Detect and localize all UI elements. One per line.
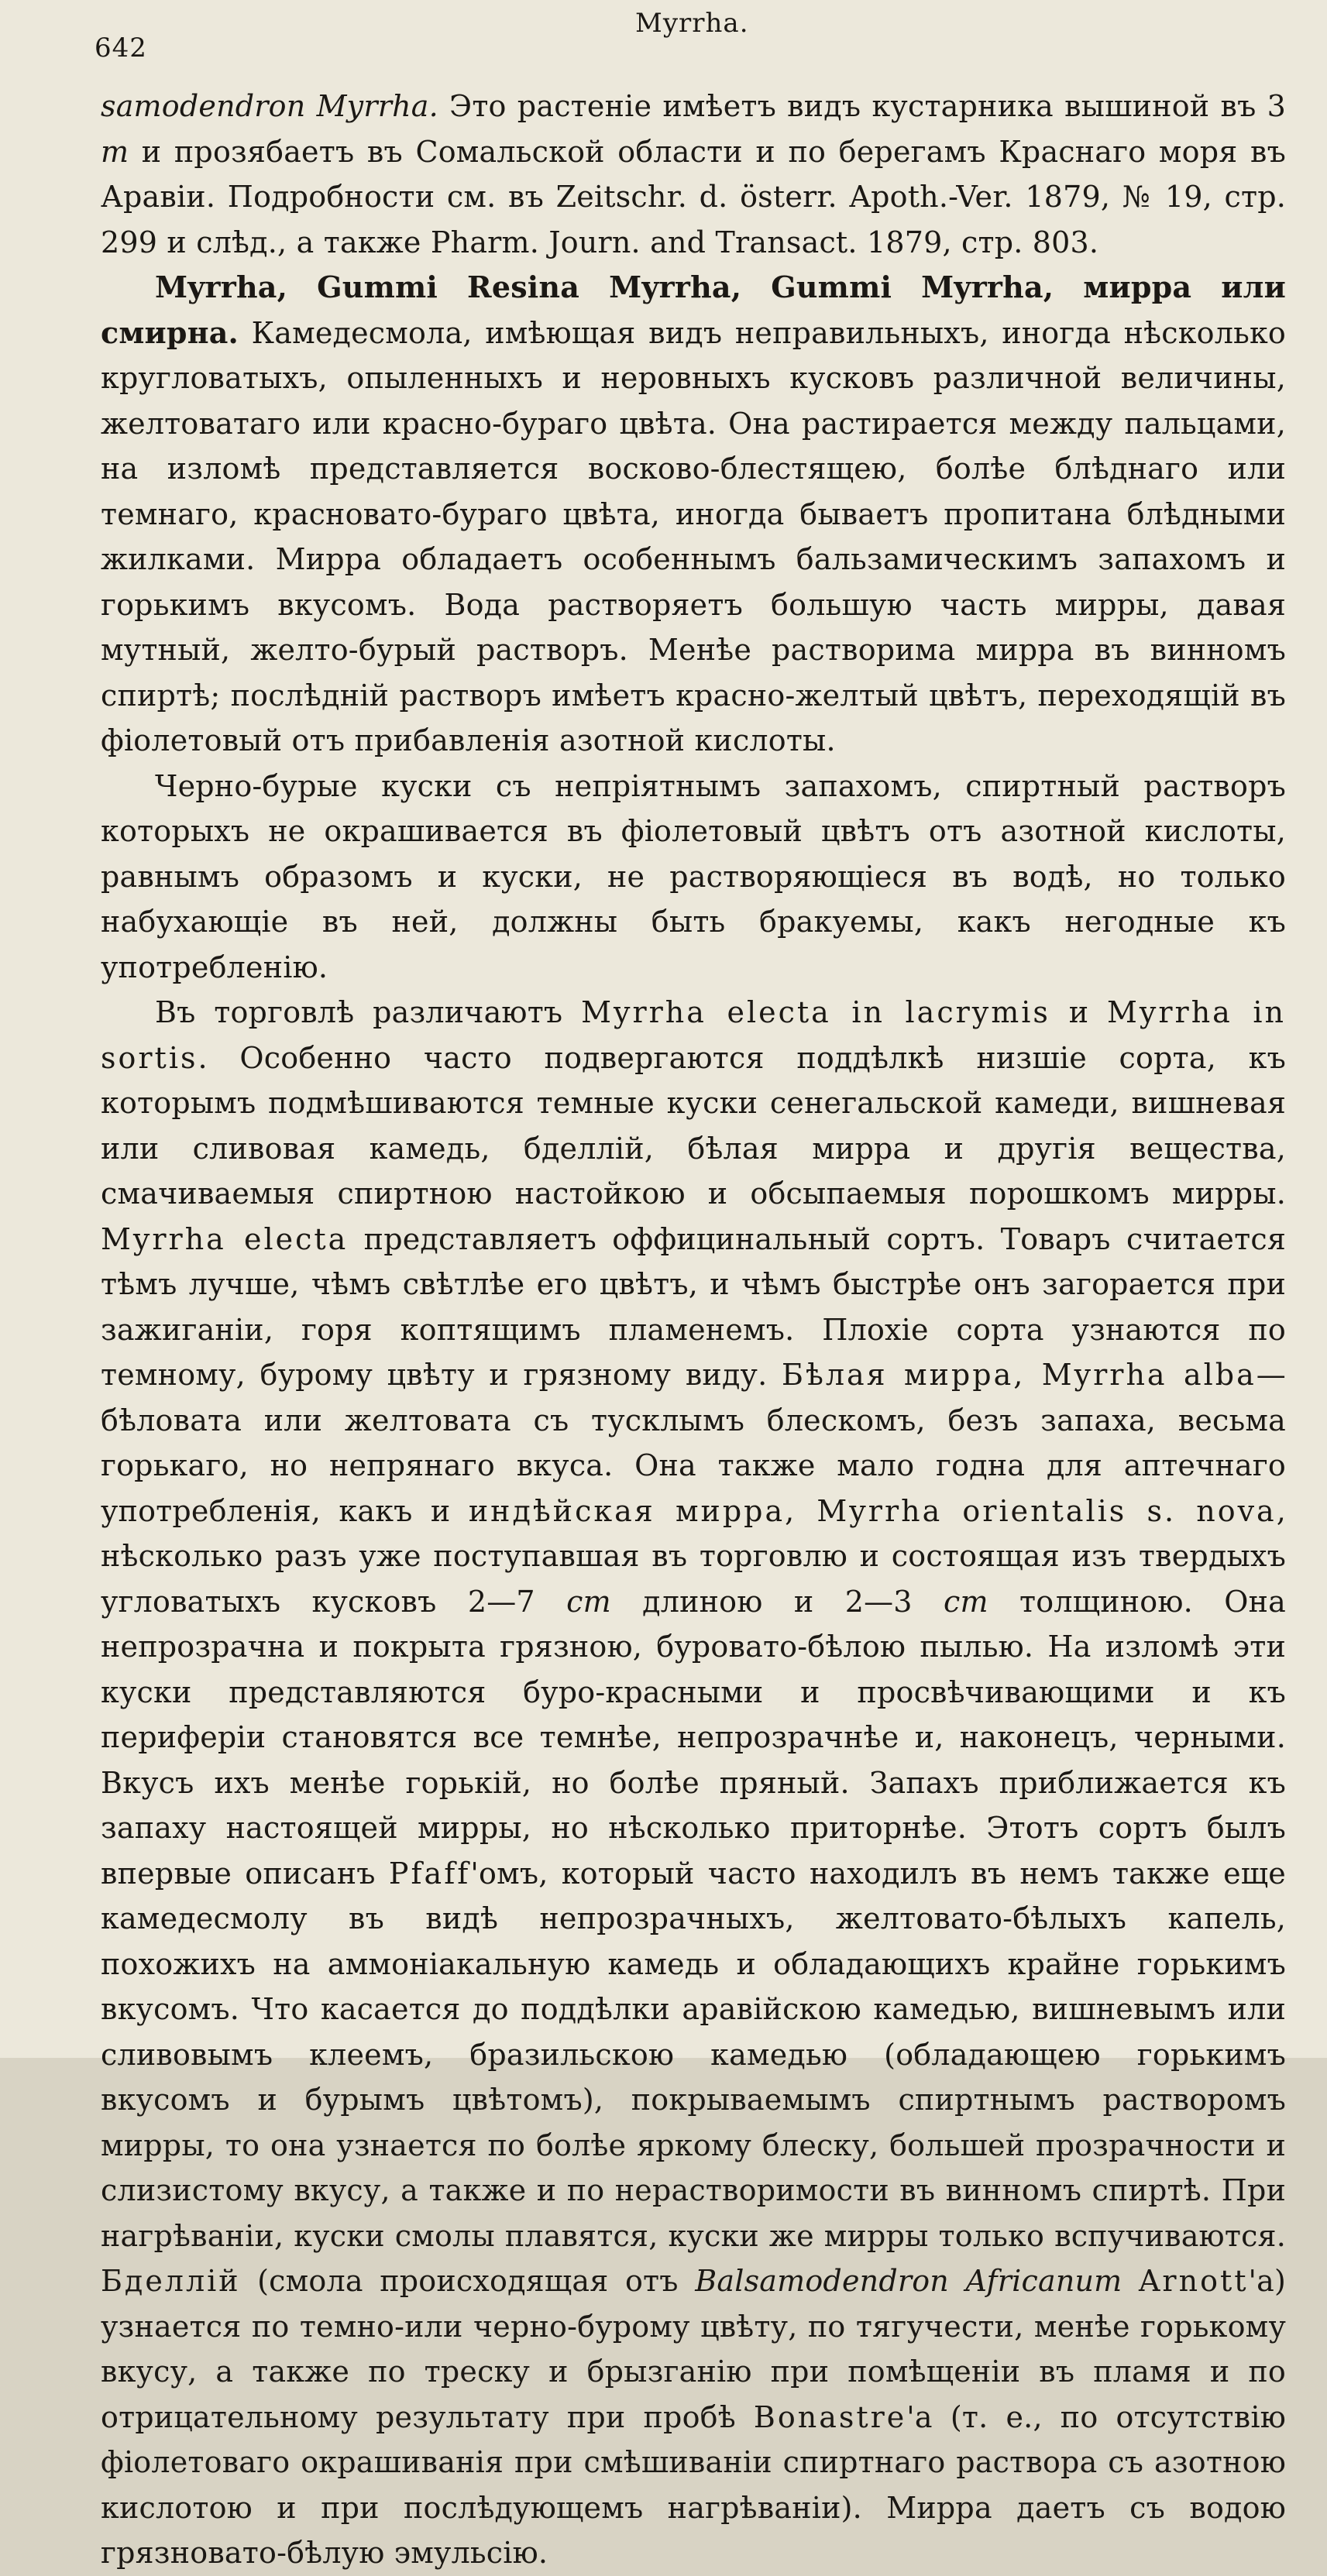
text-run: толщиною. Она непрозрачна и покрыта грязною, буровато-бѣлою пылью. На изломѣ эти куски представляются буро-красными и просвѣчивающими и къ периферіи становятся все темнѣе, непрозрачнѣе и, наконецъ, черными. Вкусъ ихъ менѣе горькій, но болѣе пряный. Запахъ приближается къ запаху настоящей мирры, но нѣсколько приторнѣе. Этотъ сортъ былъ впервые описанъ xyxy=(101,1584,1286,1891)
text-run: Въ торговлѣ различаютъ xyxy=(155,995,582,1029)
text-run: 'а) узнается по темно-или черно-бурому цвѣту, по тягучести, менѣе горькому вкусу, а также по треску и брызганію при помѣщеніи въ пламя и по отрицательному результату при пробѣ xyxy=(101,2264,1287,2434)
text-run: Это растеніе имѣетъ видъ кустарника вышиной въ 3 xyxy=(438,89,1286,123)
page-header xyxy=(0,0,1327,85)
article-body xyxy=(101,84,1286,2576)
text-run xyxy=(1122,2264,1139,2298)
sort-name: Бѣлая мирра, Myrrha alba xyxy=(782,1358,1257,1392)
paragraph-trade-sorts xyxy=(101,990,1286,2576)
text-run: , нѣсколько разъ уже поступавшая въ торговлю и состоящая изъ твердыхъ угловатыхъ кусковъ 2—7 xyxy=(101,1493,1286,1619)
unit: m xyxy=(101,134,129,169)
page-number: 642 xyxy=(95,33,147,64)
text-run: 'а (т. е., по отсутствію фіолетоваго окрашиванія при смѣшиваніи спиртнаго раствора съ азотною кислотою и при послѣдующемъ нагрѣваніи). Мирра даетъ съ водою грязновато-бѣлую эмульсію. xyxy=(101,2399,1286,2570)
unit: cm xyxy=(566,1584,611,1619)
text-run: . Особенно часто подвергаются поддѣлкѣ низшіе сорта, къ которымъ подмѣшиваются темные куски сенегальской камеди, вишневая или сливовая камедь, бделлій, бѣлая мирра и другія вещества, смачиваемыя спиртною настойкою и обсыпаемыя порошкомъ мирры. xyxy=(101,1040,1286,1211)
sort-name: Myrrha in sortis xyxy=(101,995,1287,1075)
running-title: Myrrha. xyxy=(635,8,749,39)
unit: cm xyxy=(944,1584,988,1619)
sort-name: Бделлій xyxy=(101,2264,241,2298)
text-run: и прозябаетъ въ Сомальской области и по берегамъ Краснаго моря въ Аравіи. Подробности см. въ Zeitschr. d. österr. Apoth.-Ver. 1879, № 19, стр. 299 и слѣд., а также Pharm. Journ. and Transact. 1879, стр. 803. xyxy=(101,134,1286,259)
entry-heading: Myrrha, Gummi Resina Myrrha, Gummi Myrrha, мирра или смирна. xyxy=(101,270,1286,350)
species-name: samodendron Myrrha. xyxy=(101,89,438,123)
author-name: Bonastre xyxy=(753,2399,907,2434)
paragraph-continuation xyxy=(101,84,1286,265)
text-run: Черно-бурые куски съ непріятнымъ запахомъ, спиртный растворъ которыхъ не окрашивается въ фіолетовый цвѣтъ отъ азотной кислоты, равнымъ образомъ и куски, не растворяющіеся въ водѣ, но только набухающіе въ ней, должны быть бракуемы, какъ негодные къ употребленію. xyxy=(101,768,1286,984)
author-name: Arnott xyxy=(1138,2264,1249,2298)
text-run: —бѣловата или желтовата съ тусклымъ блескомъ, безъ запаха, весьма горькаго, но непрянаго вкуса. Она также мало годна для аптечнаго употребленія, какъ и xyxy=(101,1358,1286,1528)
sort-name: Myrrha electa in lacrymis xyxy=(581,995,1050,1029)
species-name: Balsamodendron Africanum xyxy=(695,2264,1122,2298)
text-run: представляетъ оффицинальный сортъ. Товаръ считается тѣмъ лучше, чѣмъ свѣтлѣе его цвѣтъ, и чѣмъ быстрѣе онъ загорается при зажиганіи, горя коптящимъ пламенемъ. Плохіе сорта узнаются по темному, бурому цвѣту и грязному виду. xyxy=(101,1221,1286,1392)
text-run: и xyxy=(1050,995,1107,1029)
text-run: длиною и 2—3 xyxy=(610,1584,944,1619)
text-run: (смола происходящая отъ xyxy=(240,2264,696,2298)
sort-name: индѣйская мирра, Myrrha orientalis s. nova xyxy=(468,1493,1277,1528)
author-name: Pfaff xyxy=(388,1856,471,1891)
text-run: Камедесмола, имѣющая видъ неправильныхъ, иногда нѣсколько кругловатыхъ, опыленныхъ и неровныхъ кусковъ различной величины, желтоватаго или красно-бураго цвѣта. Она растирается между пальцами, на изломѣ представляется восково-блестящею, болѣе блѣднаго или темнаго, красновато-бураго цвѣта, иногда бываетъ пропитана блѣдными жилками. Мирра обладаетъ особеннымъ бальзамическимъ запахомъ и горькимъ вкусомъ. Вода растворяетъ большую часть мирры, давая мутный, желто-бурый растворъ. Менѣе растворима мирра въ винномъ спиртѣ; послѣдній растворъ имѣетъ красно-желтый цвѣтъ, переходящій въ фіолетовый отъ прибавленія азотной кислоты. xyxy=(101,315,1286,757)
paragraph-entry-myrrha xyxy=(101,265,1286,764)
paragraph-rejection xyxy=(101,764,1286,991)
text-run: 'омъ, который часто находилъ въ немъ также еще камедесмолу въ видѣ непрозрачныхъ, желтовато-бѣлыхъ капель, похожихъ на аммоніакальную камедь и обладающихъ крайне горькимъ вкусомъ. Что касается до поддѣлки аравійскою камедью, вишневымъ или сливовымъ клеемъ, бразильскою камедью (обладающею горькимъ вкусомъ и бурымъ цвѣтомъ), покрываемымъ спиртнымъ растворомъ мирры, то она узнается по болѣе яркому блеску, большей прозрачности и слизистому вкусу, а также и по нерастворимости въ винномъ спиртѣ. При нагрѣваніи, куски смолы плавятся, куски же мирры только вспучиваются. xyxy=(101,1856,1286,2253)
sort-name: Myrrha electa xyxy=(101,1221,349,1256)
